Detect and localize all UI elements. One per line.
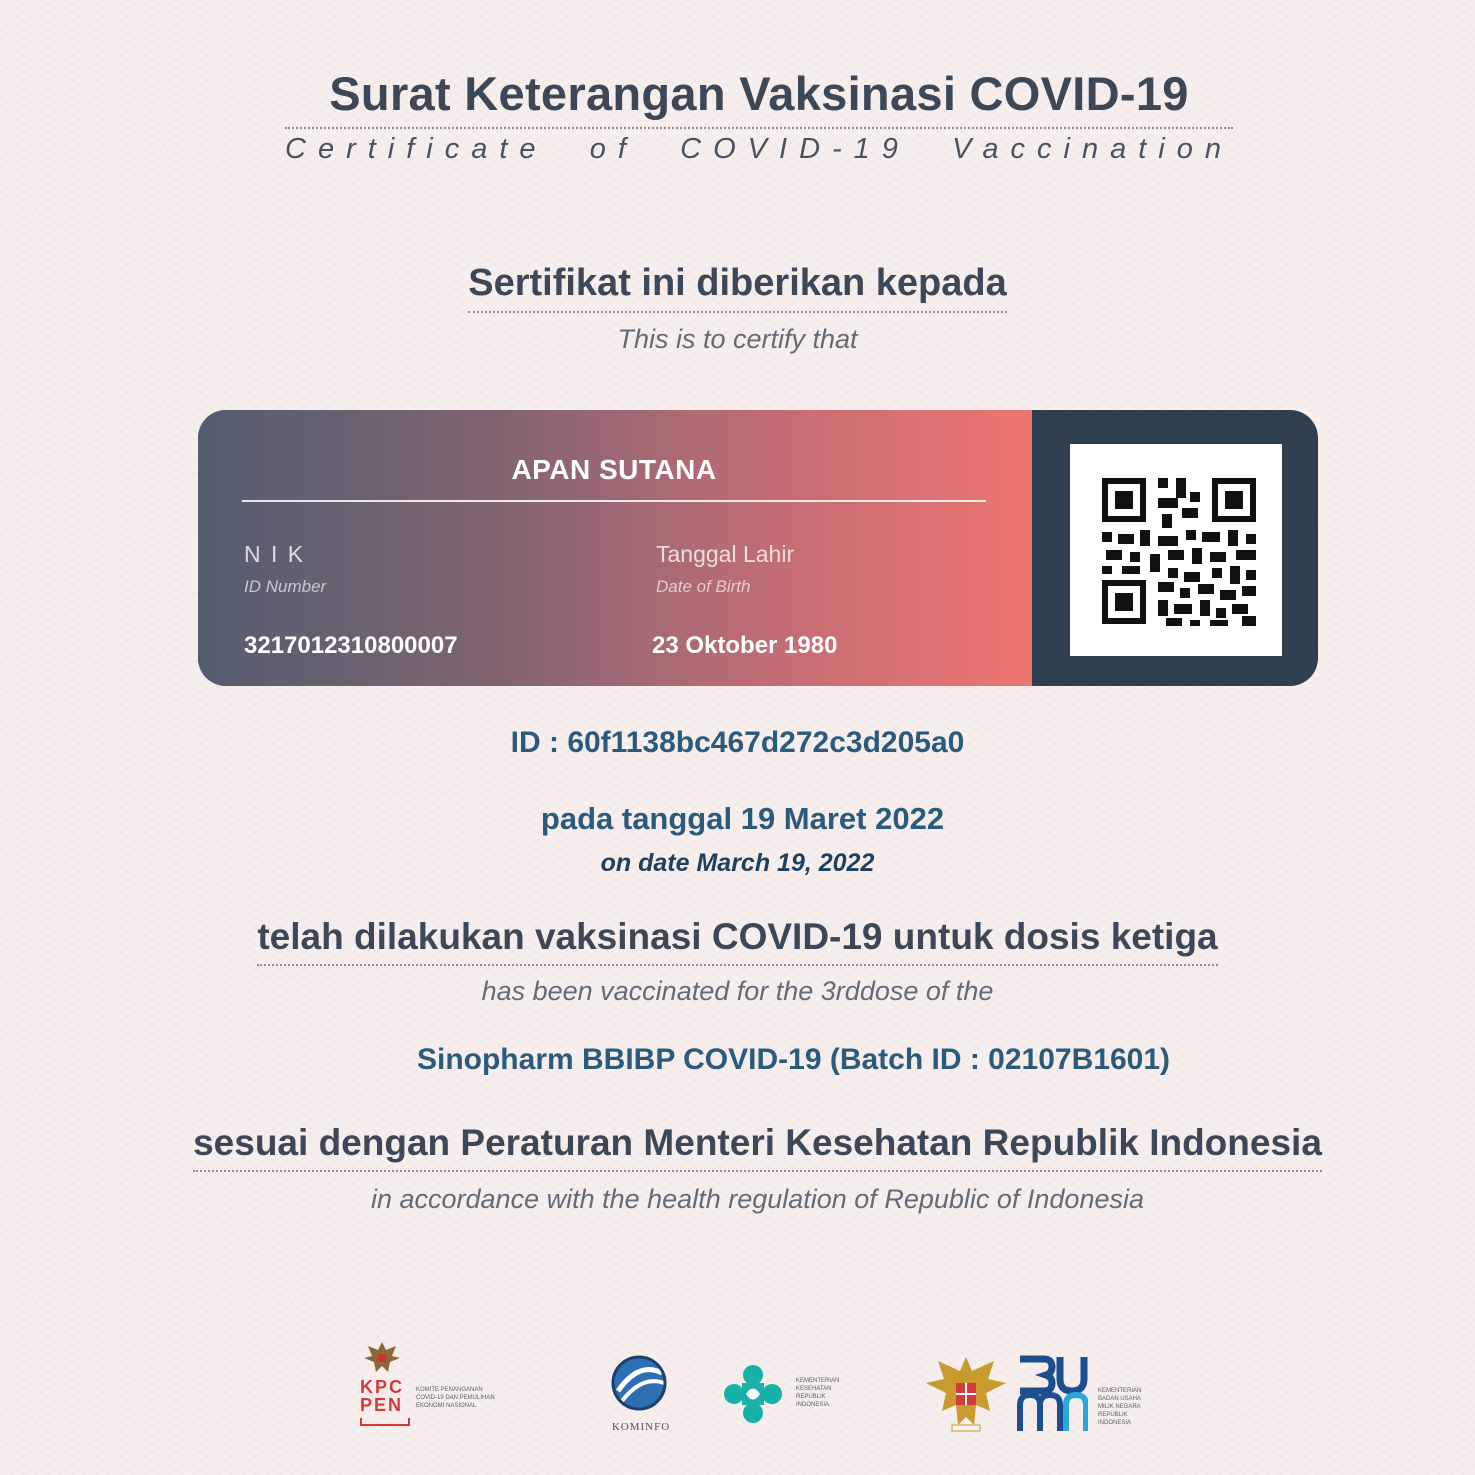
bumn-emblem-icon [1016,1353,1088,1433]
kemenkes-text-line: KEMENTERIAN [796,1378,840,1384]
recipient-heading: Sertifikat ini diberikan kepada [468,262,1007,313]
bumn-text-line: MILIK NEGARA [1098,1404,1141,1410]
statement-en-row [0,976,1475,1007]
recipient-heading-en: This is to certify that [617,324,858,354]
dob-sublabel: Date of Birth [656,577,751,596]
kemenkes-logo [720,1361,890,1441]
garuda-logo [924,1353,1008,1437]
nik-sublabel: ID Number [244,577,327,596]
kpcpen-text [416,1386,495,1410]
identity-card [198,410,1318,686]
qr-code-icon [1070,444,1282,656]
vaccination-date-en: on date March 19, 2022 [600,849,875,877]
kominfo-label: KOMINFO [611,1421,671,1433]
regulation-en-row [20,1184,1475,1215]
regulation-statement: sesuai dengan Peraturan Menteri Kesehatan Republik Indonesia [193,1122,1322,1172]
certificate-header [285,66,1233,166]
kpcpen-text-line: COVID-19 DAN PEMULIHAN [416,1395,495,1401]
certificate-id-row [0,726,1475,760]
kpcpen-underline [360,1418,410,1426]
garuda-small-icon [362,1340,402,1374]
bumn-text-line: BADAN USAHA [1098,1396,1142,1402]
recipient-heading-row [0,262,1475,313]
nik-value: 3217012310800007 [244,632,458,659]
statement-row [0,916,1475,966]
kemenkes-text-line: KESEHATAN [796,1386,832,1392]
regulation-row [20,1122,1475,1172]
kominfo-emblem-icon [604,1351,674,1411]
bumn-text-line: REPUBLIK [1098,1412,1128,1418]
kpcpen-text-line: EKONOMI NASIONAL [416,1403,477,1409]
holder-name: APAN SUTANA [242,454,986,502]
dob-label: Tanggal Lahir [656,541,795,567]
vaccination-statement-en: has been vaccinated for the 3rddose of the [481,976,994,1006]
kpcpen-logo [360,1340,560,1440]
certificate-subtitle: Certificate of COVID-19 Vaccination [285,133,1233,165]
vaccination-date-row [5,801,1475,837]
vaccination-statement: telah dilakukan vaksinasi COVID-19 untuk dosis ketiga [257,916,1217,966]
certificate-title: Surat Keterangan Vaksinasi COVID-19 [285,66,1233,129]
garuda-emblem-icon [924,1353,1008,1437]
recipient-heading-en-row [0,324,1475,355]
footer-logos [0,1335,1475,1445]
vaccination-date: pada tanggal 19 Maret 2022 [540,801,945,836]
regulation-statement-en: in accordance with the health regulation of Republic of Indonesia [370,1184,1144,1214]
qr-code [1070,444,1282,656]
kpcpen-letters-bottom: PEN [360,1395,404,1415]
bumn-logo [1016,1353,1166,1439]
vaccination-date-en-row [0,849,1475,878]
vaccine-name: Sinopharm BBIBP COVID-19 (Batch ID : 02107B1601) [416,1043,1170,1076]
vaccine-row [56,1043,1475,1077]
kpcpen-text-line: KOMITE PENANGANAN [416,1387,483,1393]
bumn-text [1098,1387,1141,1427]
nik-label: N I K [244,541,306,567]
kemenkes-text-line: REPUBLIK [796,1394,826,1400]
certificate-id: ID : 60f1138bc467d272c3d205a0 [510,726,965,759]
dob-value: 23 Oktober 1980 [652,632,838,659]
bumn-text-line: KEMENTERIAN [1098,1388,1142,1394]
kpcpen-letters-top: KPC [360,1377,405,1397]
kominfo-logo [596,1351,686,1441]
kemenkes-emblem-icon [720,1361,786,1427]
bumn-text-line: INDONESIA [1098,1420,1132,1426]
kemenkes-text [796,1377,839,1409]
kemenkes-text-line: INDONESIA [796,1402,830,1408]
